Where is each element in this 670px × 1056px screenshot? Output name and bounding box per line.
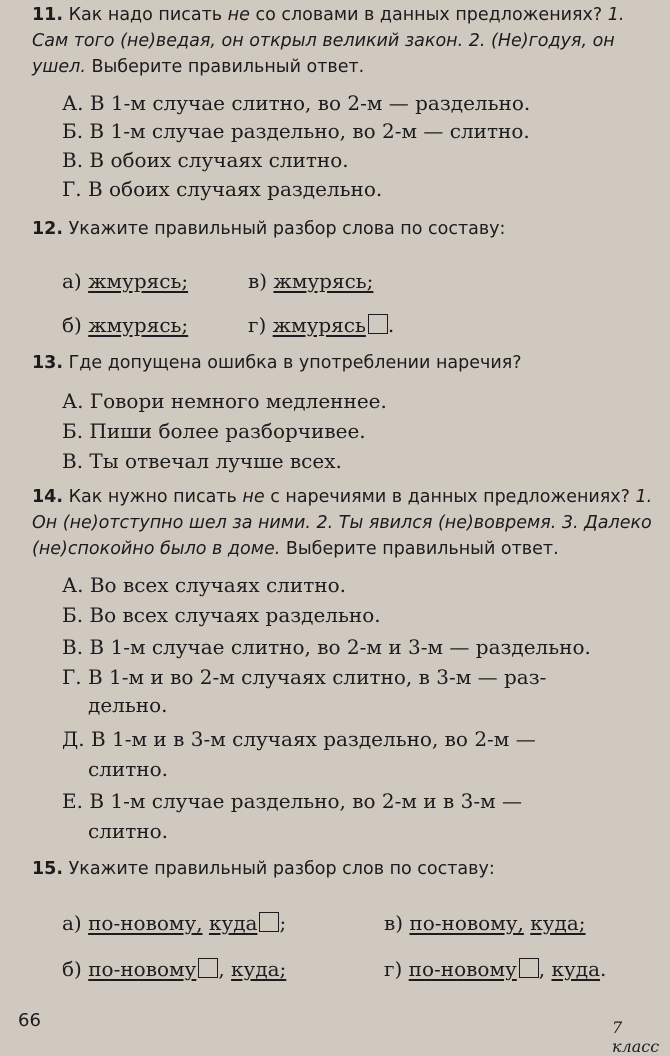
question-text-cont: с наречиями в данных предложениях?: [270, 487, 630, 507]
question-text: Укажите правильный разбор слова по составу:: [68, 219, 506, 239]
morph-word: по-новому,: [88, 911, 203, 935]
option: Б. В 1-м случае раздельно, во 2-м — слитно.: [62, 119, 530, 143]
punctuation: ;: [279, 911, 287, 935]
question-number: 13.: [32, 353, 64, 373]
zero-ending-box: [198, 958, 218, 978]
morph-option-b: [62, 312, 188, 338]
option-continuation: слитно.: [88, 819, 169, 843]
option-letter: г): [384, 957, 403, 981]
morph-word: куда: [551, 957, 600, 981]
option: Г. В обоих случаях раздельно.: [62, 177, 383, 201]
morph-word: жмурясь;: [273, 269, 374, 293]
morph-word: по-новому: [408, 957, 517, 981]
question-number: 12.: [32, 219, 64, 239]
option-letter: а): [62, 269, 82, 293]
morph-word: жмурясь;: [88, 269, 189, 293]
morph-option-v: [248, 268, 373, 294]
option-continuation: дельно.: [88, 693, 168, 717]
question-text-cont: со словами в данных предложениях?: [255, 5, 603, 25]
question-11: [32, 2, 656, 80]
example-sentences: 1. Он (не)отступно шел за ними. 2. Ты явился (не)вовремя. 3. Далеко (не)спокойно было в доме.: [32, 487, 653, 559]
option: А. Во всех случаях слитно.: [62, 573, 346, 597]
punctuation: .: [600, 957, 607, 981]
question-text: Как нужно писать: [68, 487, 237, 507]
option: Г. В 1-м и во 2-м случаях слитно, в 3-м — раз-: [62, 665, 547, 689]
morph-option-g: г) по-новому , куда.: [384, 957, 607, 981]
example-sentences: 1. Сам того (не)ведая, он открыл великий закон. 2. (Не)годуя, он ушел.: [32, 5, 625, 77]
question-text: Где допущена ошибка в употреблении наречия?: [68, 353, 522, 373]
zero-ending-box: [519, 958, 539, 978]
question-15: [32, 856, 656, 882]
option: В. В 1-м случае слитно, во 2-м и 3-м — раздельно.: [62, 635, 591, 659]
option-letter: в): [248, 269, 268, 293]
option-letter: а): [62, 911, 82, 935]
emphasis-ne: не: [227, 5, 250, 25]
morph-word: по-новому: [88, 957, 197, 981]
option: Б. Во всех случаях раздельно.: [62, 603, 381, 627]
question-14: [32, 484, 656, 562]
morph-word: куда;: [530, 911, 586, 935]
morph-option-a: [62, 268, 188, 294]
option-continuation: слитно.: [88, 757, 169, 781]
option: А. Говори немного медленнее.: [62, 389, 387, 413]
morph-option-g: г) жмурясь .: [248, 313, 395, 337]
question-number: 11.: [32, 5, 64, 25]
morph-option-b: б) по-новому , куда;: [62, 957, 287, 981]
option: Е. В 1-м случае раздельно, во 2-м и в 3-м —: [62, 789, 522, 813]
question-number: 14.: [32, 487, 64, 507]
instruction: Выберите правильный ответ.: [91, 57, 365, 77]
option-letter: б): [62, 957, 82, 981]
morph-word: по-новому,: [409, 911, 524, 935]
option: В. Ты отвечал лучше всех.: [62, 449, 342, 473]
emphasis-ne: не: [242, 487, 265, 507]
question-number: 15.: [32, 859, 64, 879]
zero-ending-box: [259, 912, 279, 932]
running-footer: 7 класс: [612, 1018, 660, 1056]
morph-word: жмурясь: [272, 313, 366, 337]
instruction: Выберите правильный ответ.: [285, 539, 559, 559]
question-13: [32, 350, 656, 376]
option: Б. Пиши более разборчивее.: [62, 419, 366, 443]
morph-option-a: [62, 910, 286, 936]
morph-word: куда;: [231, 957, 287, 981]
option-letter: в): [384, 911, 404, 935]
option-letter: г): [248, 313, 267, 337]
option: А. В 1-м случае слитно, во 2-м — раздельно.: [62, 91, 531, 115]
question-text: Как надо писать: [68, 5, 223, 25]
morph-option-v: [384, 910, 586, 936]
page-number: 66: [18, 1010, 41, 1031]
question-text: Укажите правильный разбор слов по составу:: [68, 859, 495, 879]
morph-word: жмурясь;: [88, 313, 189, 337]
question-12: [32, 216, 656, 242]
option-letter: б): [62, 313, 82, 337]
zero-ending-box: [368, 314, 388, 334]
morph-word: куда: [208, 911, 258, 935]
option: Д. В 1-м и в 3-м случаях раздельно, во 2-м —: [62, 727, 536, 751]
option: В. В обоих случаях слитно.: [62, 148, 349, 172]
